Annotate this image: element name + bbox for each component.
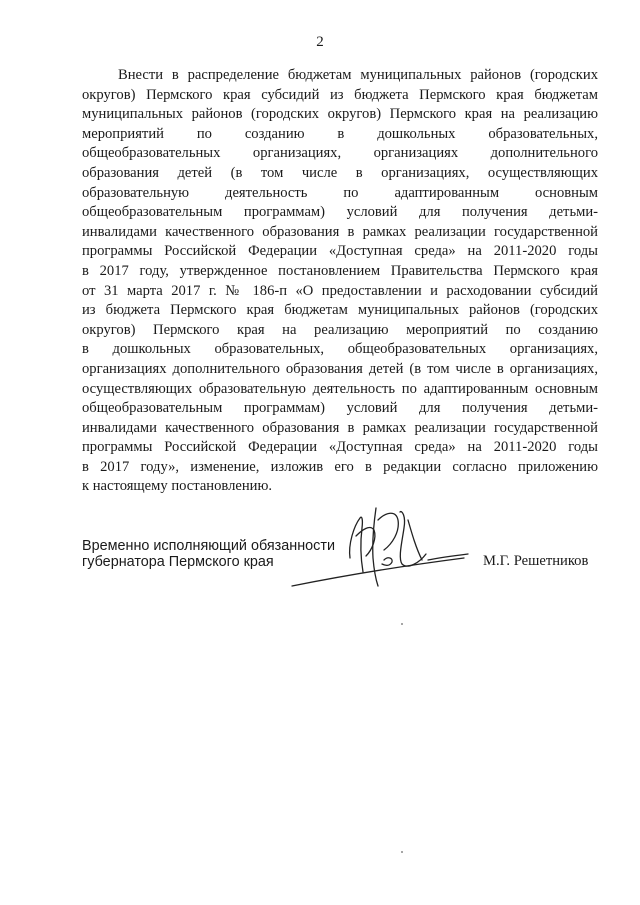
body-line: инвалидами качественного образования в рамках реализации государственной bbox=[82, 419, 598, 436]
scan-speck bbox=[401, 623, 403, 625]
body-line: Внести в распределение бюджетам муниципальных районов (городских bbox=[118, 67, 598, 83]
body-line: программы Российской Федерации «Доступная среда» на 2011-2020 годы bbox=[82, 439, 598, 456]
body-line: от 31 марта 2017 г. № 186-п «О предоставлении и расходовании субсидий bbox=[82, 282, 598, 299]
handwritten-signature bbox=[232, 500, 482, 600]
body-line: инвалидами качественного образования в рамках реализации государственной bbox=[82, 223, 598, 240]
body-line: к настоящему постановлению. bbox=[82, 478, 273, 495]
body-line: в дошкольных образовательных, общеобразовательных организациях, bbox=[82, 341, 598, 358]
body-line: округов) Пермского края на реализацию мероприятий по созданию bbox=[82, 321, 598, 338]
signature-position-line-1: Временно исполняющий обязанности bbox=[82, 538, 336, 554]
body-line: общеобразовательным программам) условий для получения детьми- bbox=[82, 204, 598, 221]
body-line: округов) Пермского края субсидий из бюджета Пермского края бюджетам bbox=[82, 86, 598, 103]
body-line: организациях дополнительного образования детей (в том числе в организациях, bbox=[82, 360, 598, 377]
scan-speck bbox=[401, 851, 403, 853]
body-line: из бюджета Пермского края бюджетам муниципальных районов (городских bbox=[82, 302, 598, 319]
body-text bbox=[82, 66, 598, 497]
page-number: 2 bbox=[316, 34, 324, 50]
body-line: общеобразовательных организациях, организациях дополнительного bbox=[82, 145, 598, 162]
body-line: муниципальных районов (городских округов) Пермского края на реализацию bbox=[82, 106, 598, 123]
signature-name: М.Г. Решетников bbox=[483, 553, 589, 569]
body-line: в 2017 году», изменение, изложив его в редакции согласно приложению bbox=[82, 458, 598, 475]
body-line: мероприятий по созданию в дошкольных образовательных, bbox=[82, 125, 598, 142]
body-line: образовательную деятельность по адаптированным основным bbox=[82, 184, 598, 201]
body-line: программы Российской Федерации «Доступная среда» на 2011-2020 годы bbox=[82, 243, 598, 260]
body-line: общеобразовательным программам) условий для получения детьми- bbox=[82, 400, 598, 417]
body-line: в 2017 году, утвержденное постановлением Правительства Пермского края bbox=[82, 262, 598, 279]
body-line: осуществляющих образовательную деятельность по адаптированным основным bbox=[82, 380, 598, 397]
signature-position-line-2: губернатора Пермского края bbox=[82, 553, 274, 570]
body-line: образования детей (в том числе в организациях, осуществляющих bbox=[82, 164, 598, 181]
